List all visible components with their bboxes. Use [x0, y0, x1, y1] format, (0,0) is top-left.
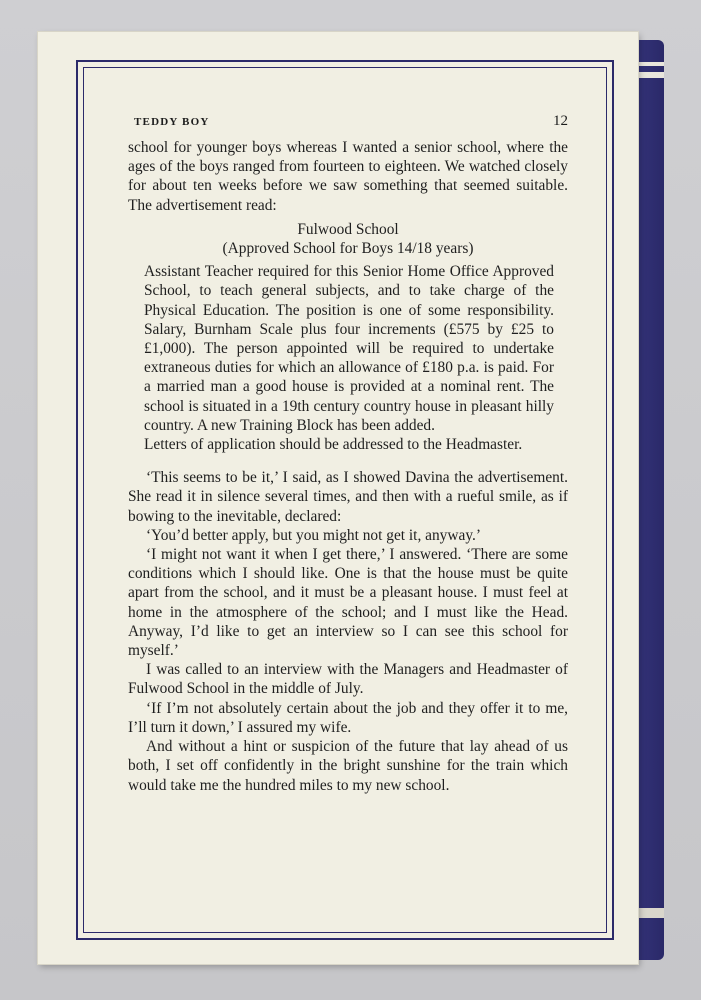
paragraph: ‘I might not want it when I get there,’ I answered. ‘There are some conditions which I should like. One is that the house must be quite apart from the school, and it must be a pleasant house. I must feel at home in the atmosphere of the school; and I must like the Head. Anyway, I’d like to get an interview so I can see this school for myself.’ [128, 546, 568, 660]
running-header [134, 113, 568, 133]
ad-body-text: Assistant Teacher required for this Senior Home Office Approved School, to teach general subjects, and to take charge of the Physical Education. The position is one of some responsibility. Salary, Burnham Scale plus four increments (£575 by £25 to £1,000). The person appointed will be required to undertake extraneous duties for which an allowance of £180 p.a. is paid. For a married man a good house is provided at a nominal rent. The school is situated in a 19th century country house in pleasant hilly country. A new Training Block has been added. [144, 263, 554, 434]
paragraph: ‘If I’m not absolutely certain about the job and they offer it to me, I’ll turn it down,’ I assured my wife. [128, 699, 568, 736]
spine-stripe [638, 62, 664, 66]
page-body [128, 138, 568, 795]
spine-stripe [638, 72, 664, 78]
paragraph: I was called to an interview with the Managers and Headmaster of Fulwood School in the middle of July. [128, 661, 568, 698]
ad-subtitle: (Approved School for Boys 14/18 years) [222, 240, 474, 258]
paragraph: ‘This seems to be it,’ I said, as I showed Davina the advertisement. She read it in silence several times, and then with a rueful smile, as if bowing to the inevitable, declared: [128, 469, 568, 525]
section-gap [128, 454, 568, 468]
spine-wear [638, 908, 664, 918]
ad-title: Fulwood School [297, 220, 399, 238]
advertisement-block [144, 262, 554, 454]
paragraph: ‘You’d better apply, but you might not get it, anyway.’ [146, 526, 481, 544]
ad-closing-text: Letters of application should be addressed to the Headmaster. [144, 436, 523, 454]
opening-paragraph: school for younger boys whereas I wanted a senior school, where the ages of the boys ranged from fourteen to eighteen. We watched closely for about ten weeks before we saw something that seemed suitable. The advertisement read: [128, 139, 568, 214]
paragraph: And without a hint or suspicion of the future that lay ahead of us both, I set off confidently in the bright sunshine for the train which would take me the hundred miles to my new school. [128, 738, 568, 794]
running-title: TEDDY BOY [134, 116, 210, 128]
page-number: 12 [553, 113, 568, 129]
